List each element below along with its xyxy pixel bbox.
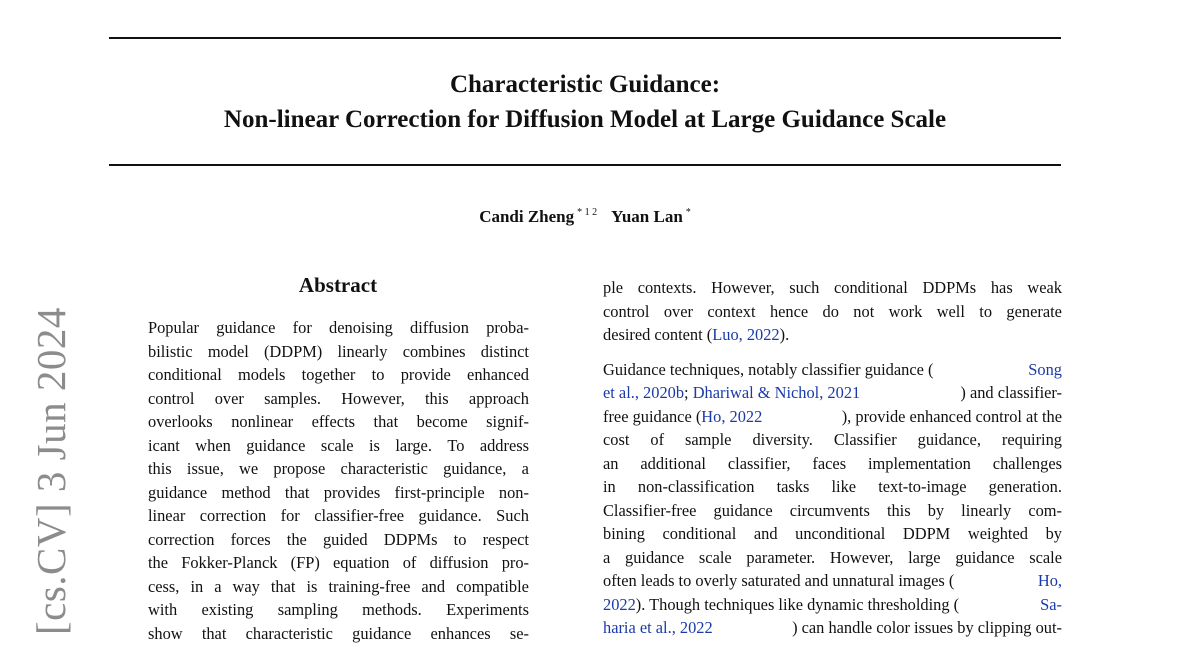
word: when (195, 435, 231, 455)
intro-line (603, 499, 1062, 523)
text-run: free guidance ( (603, 406, 702, 426)
abstract-line (148, 340, 529, 364)
word: DDPM (902, 524, 951, 543)
word: a (521, 459, 529, 478)
word: signif- (486, 412, 529, 431)
word: sampling (277, 600, 338, 619)
intro-line (603, 475, 1062, 499)
word: model (207, 341, 249, 361)
citation-link[interactable]: haria et al., 2022 (603, 618, 713, 637)
word: of (402, 553, 417, 572)
word: context (707, 301, 756, 321)
word: icant (148, 435, 180, 455)
word: overlooks (148, 412, 213, 431)
word: Fokker-Planck (181, 553, 278, 572)
citation-link[interactable]: Luo, 2022 (712, 325, 780, 344)
word: to (453, 529, 467, 549)
word: (DDPM) (263, 341, 323, 361)
word: linearly (337, 341, 388, 361)
word: methods. (362, 600, 422, 619)
word: the (286, 529, 307, 549)
word: combines (402, 341, 466, 361)
word: this (424, 388, 449, 408)
word: diffusion (429, 553, 489, 572)
word: text-to-image (878, 477, 967, 496)
word: linear (148, 506, 186, 525)
abstract-line (148, 434, 529, 458)
word: guidance (625, 547, 685, 567)
text-run: ), provide enhanced control at the (841, 406, 1062, 426)
word: characteristic (245, 623, 333, 643)
word: ple (603, 278, 624, 297)
word: guided (322, 529, 368, 549)
word: of (650, 430, 665, 449)
word: approach (468, 388, 529, 408)
word: DDPMs (383, 529, 438, 549)
word: bilistic (148, 341, 193, 361)
word: distinct (480, 341, 529, 361)
word: implementation (868, 453, 971, 473)
citation-link[interactable]: Song (1028, 359, 1062, 379)
abstract-body (148, 316, 529, 645)
word: such (789, 278, 820, 297)
word: that (284, 482, 310, 502)
intro-line (603, 381, 1062, 405)
word: conditional (148, 365, 222, 384)
title-line-2: Non-linear Correction for Diffusion Model at Large Guidance Scale (223, 106, 947, 133)
word: show (148, 623, 183, 643)
citation-link[interactable]: et al., 2020b (603, 383, 685, 402)
abstract-line (148, 598, 529, 622)
word: conditional (834, 278, 908, 297)
word: sample (685, 430, 732, 449)
word: unconditional (795, 524, 886, 543)
word: requiring (1001, 430, 1062, 449)
word: correction (148, 529, 215, 549)
word: scale (698, 547, 732, 567)
word: parameter. (746, 547, 816, 567)
word: guidance (246, 435, 306, 455)
word: by (1045, 524, 1062, 543)
word: tasks (776, 477, 810, 496)
intro-line (603, 405, 1062, 429)
intro-body (603, 276, 1062, 640)
intro-line (603, 616, 1062, 640)
abstract-line (148, 410, 529, 434)
word: linearly (961, 500, 1012, 520)
word: correction (199, 506, 267, 525)
word: by (927, 500, 945, 520)
word: that (373, 412, 399, 431)
word: for (292, 318, 312, 337)
word: additional (640, 453, 706, 473)
word: classifier, (727, 453, 791, 473)
word: non- (498, 482, 529, 502)
word: pro- (501, 553, 529, 572)
word: To (447, 435, 465, 455)
word: effects (311, 412, 356, 431)
word: weighted (967, 524, 1028, 543)
word: existing (201, 600, 254, 619)
word: first-principle (394, 482, 485, 502)
word: guidance (352, 623, 412, 643)
word: denoising (329, 318, 393, 337)
word: contexts. (637, 278, 697, 297)
paper-title (109, 67, 1061, 137)
word: guidance (216, 318, 276, 337)
word: become (416, 412, 468, 431)
word: and (753, 524, 778, 543)
title-line-1: Characteristic Guidance: (449, 71, 721, 98)
title-bottom-rule (109, 164, 1061, 166)
word: diversity. (752, 430, 813, 449)
abstract-line (148, 504, 529, 528)
intro-line (603, 593, 1062, 617)
word: proba- (486, 318, 529, 337)
word: we (239, 459, 259, 478)
word: together (301, 365, 356, 384)
author-name: Yuan Lan (611, 207, 683, 226)
text-run: ) and classifier- (960, 383, 1062, 402)
word: However, (341, 388, 405, 408)
word: that (201, 623, 227, 643)
word: control (603, 301, 650, 321)
word: over (663, 301, 693, 321)
word: guidance, (443, 459, 507, 478)
word: in (603, 477, 616, 496)
word: challenges (992, 453, 1062, 473)
abstract-line (148, 316, 529, 340)
word: a (214, 576, 222, 596)
word: Classifier-free (603, 500, 697, 520)
word: guidance (713, 500, 773, 520)
intro-line (603, 358, 1062, 382)
word: the (148, 553, 169, 572)
word: com- (1028, 500, 1062, 520)
word: an (603, 453, 619, 473)
word: address (479, 435, 529, 455)
citation-link[interactable]: Ho, 2022 (701, 406, 763, 426)
word: bining (603, 524, 645, 543)
citation-link[interactable]: Sa- (1040, 594, 1062, 614)
text-run: Guidance techniques, notably classifier guidance ( (603, 359, 934, 379)
text-run: ; (684, 383, 693, 402)
word: issue, (186, 459, 224, 478)
word: (FP) (290, 553, 320, 572)
citation-link[interactable]: Ho, (1037, 571, 1062, 590)
abstract-line (148, 481, 529, 505)
word: Classifier (833, 430, 897, 449)
word: models (238, 365, 286, 384)
intro-line (603, 452, 1062, 476)
author-affiliation-mark: * 1 2 (577, 207, 598, 218)
word: a (603, 547, 611, 567)
word: se- (509, 623, 529, 643)
word: do (822, 301, 839, 321)
abstract-line (148, 622, 529, 646)
word: guidance (148, 482, 208, 502)
word: hence (769, 301, 809, 321)
word: for (280, 506, 300, 525)
word: DDPMs (922, 278, 977, 297)
abstract-line (148, 575, 529, 599)
word: generation. (988, 477, 1062, 496)
word: way (232, 576, 260, 596)
word: provide (400, 365, 451, 384)
word: work (888, 301, 923, 321)
word: control (148, 388, 195, 408)
word: in (190, 576, 204, 596)
abstract-line (148, 387, 529, 411)
word: well (936, 301, 965, 321)
word: this (886, 500, 911, 520)
word: guidance, (917, 430, 981, 449)
word: However, (711, 278, 775, 297)
word: respect (482, 529, 529, 549)
word: classifier-free (314, 506, 404, 525)
word: circumvents (789, 500, 870, 520)
word: Popular (148, 318, 199, 337)
word: to (371, 365, 385, 384)
word: cost (603, 430, 630, 449)
word: propose (273, 459, 326, 478)
text-run: often leads to overly saturated and unnatural images ( (603, 571, 955, 590)
citation-link[interactable]: 2022 (603, 594, 636, 614)
word: diffusion (410, 318, 469, 337)
word: this (148, 459, 172, 478)
word: weak (1027, 278, 1062, 297)
intro-line (603, 276, 1062, 300)
word: large. (395, 435, 432, 455)
word: method (221, 482, 271, 502)
intro-line (603, 546, 1062, 570)
word: training-free (328, 576, 411, 596)
word: characteristic (340, 459, 428, 478)
arxiv-side-stamp: [cs.CV] 3 Jun 2024 (28, 307, 74, 635)
word: nonlinear (231, 412, 294, 431)
word: has (990, 278, 1013, 297)
word: conditional (662, 524, 737, 543)
word: However, (829, 547, 894, 567)
word: generate (1006, 301, 1062, 321)
abstract-line (148, 528, 529, 552)
intro-line (603, 569, 1062, 593)
abstract-line (148, 551, 529, 575)
abstract-heading: Abstract (298, 273, 378, 297)
abstract-line (148, 457, 529, 481)
intro-line (603, 428, 1062, 452)
word: faces (812, 453, 847, 473)
word: enhanced (467, 365, 529, 384)
word: that (270, 576, 296, 596)
word: compatible (456, 576, 529, 596)
text-run: ) can handle color issues by clipping out- (792, 618, 1062, 637)
word: like (831, 477, 857, 496)
intro-line (603, 300, 1062, 324)
word: samples. (264, 388, 321, 408)
word: and (421, 576, 446, 596)
author-name: Candi Zheng (479, 207, 575, 226)
word: non-classification (637, 477, 755, 496)
word: large (908, 547, 941, 567)
word: scale (1029, 547, 1062, 567)
author-affiliation-mark: * (685, 207, 691, 218)
word: is (306, 576, 318, 596)
text-run: ). Though techniques like dynamic thresholding ( (635, 594, 960, 614)
word: scale (320, 435, 354, 455)
author-list (109, 207, 1061, 227)
intro-line (603, 323, 1062, 347)
intro-line (603, 522, 1062, 546)
word: forces (230, 529, 271, 549)
text-run: desired content ( (603, 325, 713, 344)
word: to (979, 301, 993, 321)
word: guidance. (418, 506, 482, 525)
title-top-rule (109, 37, 1061, 39)
word: enhances (430, 623, 491, 643)
word: not (853, 301, 875, 321)
word: provides (323, 482, 381, 502)
word: Such (496, 506, 529, 525)
word: with (148, 600, 178, 619)
word: cess, (148, 576, 180, 596)
citation-link[interactable]: Dhariwal & Nichol, 2021 (692, 383, 861, 402)
text-run: ). (779, 325, 790, 344)
abstract-line (148, 363, 529, 387)
word: Experiments (446, 600, 529, 619)
word: guidance (955, 547, 1015, 567)
word: is (369, 435, 380, 455)
word: over (214, 388, 244, 408)
word: equation (333, 553, 390, 572)
